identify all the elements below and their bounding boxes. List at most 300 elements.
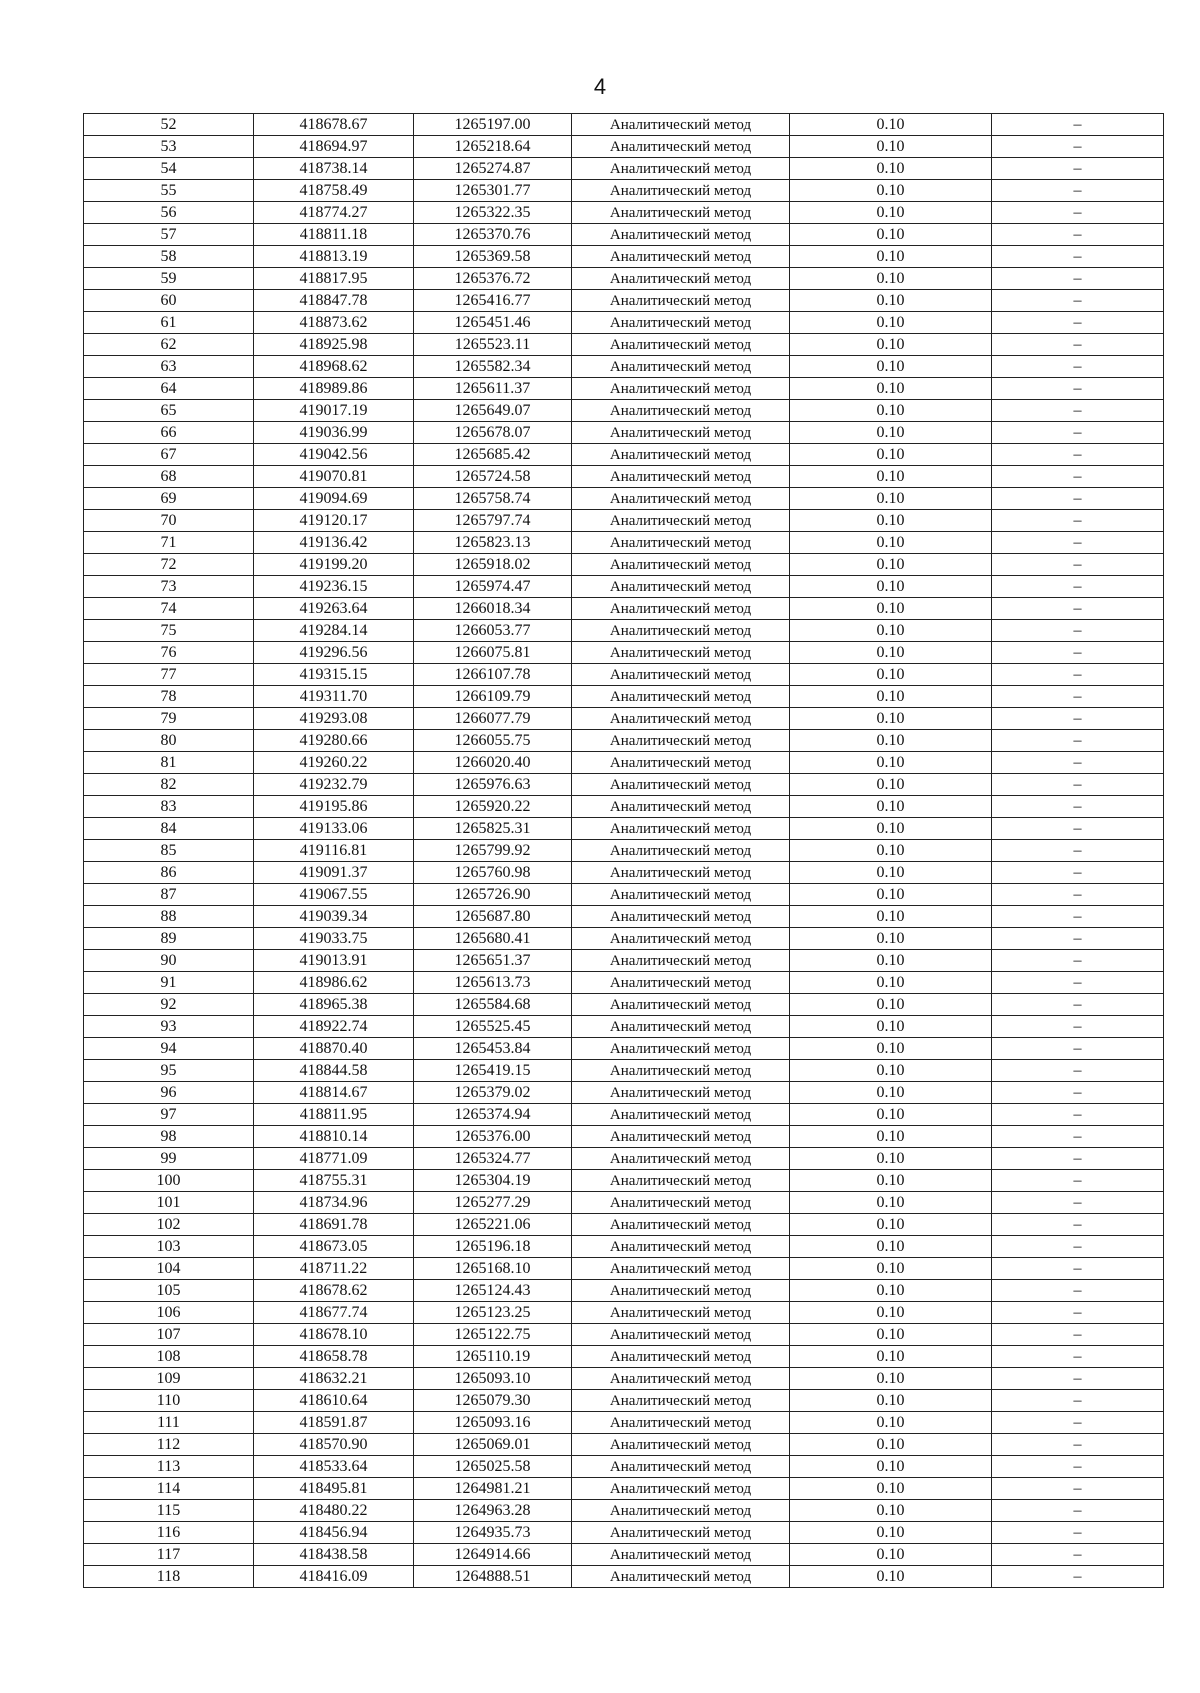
method-cell: Аналитический метод: [572, 576, 790, 598]
note-cell: –: [992, 752, 1164, 774]
method-cell: Аналитический метод: [572, 1148, 790, 1170]
note-cell: –: [992, 1236, 1164, 1258]
accuracy-cell: 0.10: [790, 1302, 992, 1324]
point-number-cell: 103: [84, 1236, 254, 1258]
method-cell: Аналитический метод: [572, 686, 790, 708]
table-row: [84, 1324, 1164, 1346]
note-cell: –: [992, 1544, 1164, 1566]
accuracy-cell: 0.10: [790, 1478, 992, 1500]
note-cell: –: [992, 1390, 1164, 1412]
point-number-cell: 98: [84, 1126, 254, 1148]
table-row: [84, 1566, 1164, 1588]
table-row: [84, 1280, 1164, 1302]
method-cell: Аналитический метод: [572, 312, 790, 334]
accuracy-cell: 0.10: [790, 1258, 992, 1280]
y-coordinate-cell: 1266018.34: [414, 598, 572, 620]
accuracy-cell: 0.10: [790, 1104, 992, 1126]
note-cell: –: [992, 466, 1164, 488]
accuracy-cell: 0.10: [790, 1192, 992, 1214]
table-row: [84, 884, 1164, 906]
method-cell: Аналитический метод: [572, 1060, 790, 1082]
note-cell: –: [992, 1214, 1164, 1236]
accuracy-cell: 0.10: [790, 642, 992, 664]
table-row: [84, 136, 1164, 158]
x-coordinate-cell: 418456.94: [254, 1522, 414, 1544]
note-cell: –: [992, 796, 1164, 818]
method-cell: Аналитический метод: [572, 664, 790, 686]
table-row: [84, 1456, 1164, 1478]
table-row: [84, 356, 1164, 378]
x-coordinate-cell: 418968.62: [254, 356, 414, 378]
method-cell: Аналитический метод: [572, 752, 790, 774]
y-coordinate-cell: 1266020.40: [414, 752, 572, 774]
accuracy-cell: 0.10: [790, 752, 992, 774]
table-row: [84, 1412, 1164, 1434]
x-coordinate-cell: 418774.27: [254, 202, 414, 224]
x-coordinate-cell: 418678.67: [254, 114, 414, 136]
point-number-cell: 75: [84, 620, 254, 642]
point-number-cell: 60: [84, 290, 254, 312]
method-cell: Аналитический метод: [572, 1500, 790, 1522]
table-row: [84, 1126, 1164, 1148]
method-cell: Аналитический метод: [572, 290, 790, 312]
accuracy-cell: 0.10: [790, 598, 992, 620]
method-cell: Аналитический метод: [572, 708, 790, 730]
x-coordinate-cell: 418694.97: [254, 136, 414, 158]
y-coordinate-cell: 1265419.15: [414, 1060, 572, 1082]
note-cell: –: [992, 862, 1164, 884]
accuracy-cell: 0.10: [790, 950, 992, 972]
note-cell: –: [992, 818, 1164, 840]
point-number-cell: 90: [84, 950, 254, 972]
x-coordinate-cell: 419236.15: [254, 576, 414, 598]
table-row: [84, 510, 1164, 532]
accuracy-cell: 0.10: [790, 1214, 992, 1236]
accuracy-cell: 0.10: [790, 444, 992, 466]
table-row: [84, 928, 1164, 950]
accuracy-cell: 0.10: [790, 1412, 992, 1434]
method-cell: Аналитический метод: [572, 466, 790, 488]
note-cell: –: [992, 1038, 1164, 1060]
table-row: [84, 1104, 1164, 1126]
point-number-cell: 63: [84, 356, 254, 378]
method-cell: Аналитический метод: [572, 1544, 790, 1566]
note-cell: –: [992, 774, 1164, 796]
y-coordinate-cell: 1265760.98: [414, 862, 572, 884]
table-row: [84, 1192, 1164, 1214]
method-cell: Аналитический метод: [572, 224, 790, 246]
accuracy-cell: 0.10: [790, 246, 992, 268]
note-cell: –: [992, 378, 1164, 400]
method-cell: Аналитический метод: [572, 1236, 790, 1258]
note-cell: –: [992, 400, 1164, 422]
table-row: [84, 444, 1164, 466]
note-cell: –: [992, 994, 1164, 1016]
y-coordinate-cell: 1265823.13: [414, 532, 572, 554]
table-row: [84, 730, 1164, 752]
accuracy-cell: 0.10: [790, 862, 992, 884]
table-row: [84, 1390, 1164, 1412]
accuracy-cell: 0.10: [790, 1126, 992, 1148]
accuracy-cell: 0.10: [790, 664, 992, 686]
point-number-cell: 104: [84, 1258, 254, 1280]
y-coordinate-cell: 1265218.64: [414, 136, 572, 158]
y-coordinate-cell: 1265651.37: [414, 950, 572, 972]
accuracy-cell: 0.10: [790, 1280, 992, 1302]
note-cell: –: [992, 1170, 1164, 1192]
note-cell: –: [992, 1324, 1164, 1346]
note-cell: –: [992, 906, 1164, 928]
x-coordinate-cell: 418755.31: [254, 1170, 414, 1192]
x-coordinate-cell: 418570.90: [254, 1434, 414, 1456]
note-cell: –: [992, 554, 1164, 576]
table-row: [84, 114, 1164, 136]
y-coordinate-cell: 1265453.84: [414, 1038, 572, 1060]
y-coordinate-cell: 1265416.77: [414, 290, 572, 312]
x-coordinate-cell: 418758.49: [254, 180, 414, 202]
table-row: [84, 400, 1164, 422]
accuracy-cell: 0.10: [790, 202, 992, 224]
y-coordinate-cell: 1265451.46: [414, 312, 572, 334]
y-coordinate-cell: 1265825.31: [414, 818, 572, 840]
note-cell: –: [992, 708, 1164, 730]
x-coordinate-cell: 418591.87: [254, 1412, 414, 1434]
accuracy-cell: 0.10: [790, 356, 992, 378]
method-cell: Аналитический метод: [572, 158, 790, 180]
table-row: [84, 1478, 1164, 1500]
accuracy-cell: 0.10: [790, 1500, 992, 1522]
note-cell: –: [992, 664, 1164, 686]
y-coordinate-cell: 1265025.58: [414, 1456, 572, 1478]
y-coordinate-cell: 1265724.58: [414, 466, 572, 488]
note-cell: –: [992, 1104, 1164, 1126]
x-coordinate-cell: 419195.86: [254, 796, 414, 818]
page-number: 4: [593, 74, 607, 99]
method-cell: Аналитический метод: [572, 1104, 790, 1126]
note-cell: –: [992, 928, 1164, 950]
point-number-cell: 52: [84, 114, 254, 136]
accuracy-cell: 0.10: [790, 840, 992, 862]
x-coordinate-cell: 419094.69: [254, 488, 414, 510]
x-coordinate-cell: 418610.64: [254, 1390, 414, 1412]
point-number-cell: 109: [84, 1368, 254, 1390]
method-cell: Аналитический метод: [572, 906, 790, 928]
y-coordinate-cell: 1265122.75: [414, 1324, 572, 1346]
x-coordinate-cell: 418817.95: [254, 268, 414, 290]
table-row: [84, 1016, 1164, 1038]
method-cell: Аналитический метод: [572, 862, 790, 884]
method-cell: Аналитический метод: [572, 1324, 790, 1346]
point-number-cell: 61: [84, 312, 254, 334]
accuracy-cell: 0.10: [790, 818, 992, 840]
point-number-cell: 94: [84, 1038, 254, 1060]
point-number-cell: 92: [84, 994, 254, 1016]
table-row: [84, 246, 1164, 268]
accuracy-cell: 0.10: [790, 224, 992, 246]
y-coordinate-cell: 1265685.42: [414, 444, 572, 466]
method-cell: Аналитический метод: [572, 1016, 790, 1038]
point-number-cell: 85: [84, 840, 254, 862]
method-cell: Аналитический метод: [572, 334, 790, 356]
y-coordinate-cell: 1264888.51: [414, 1566, 572, 1588]
method-cell: Аналитический метод: [572, 1192, 790, 1214]
x-coordinate-cell: 419311.70: [254, 686, 414, 708]
point-number-cell: 56: [84, 202, 254, 224]
point-number-cell: 89: [84, 928, 254, 950]
method-cell: Аналитический метод: [572, 774, 790, 796]
table-row: [84, 532, 1164, 554]
coordinates-table: [83, 113, 1164, 1588]
x-coordinate-cell: 418922.74: [254, 1016, 414, 1038]
x-coordinate-cell: 419293.08: [254, 708, 414, 730]
table-row: [84, 1302, 1164, 1324]
x-coordinate-cell: 419070.81: [254, 466, 414, 488]
accuracy-cell: 0.10: [790, 730, 992, 752]
note-cell: –: [992, 1280, 1164, 1302]
table-row: [84, 554, 1164, 576]
point-number-cell: 57: [84, 224, 254, 246]
method-cell: Аналитический метод: [572, 488, 790, 510]
method-cell: Аналитический метод: [572, 1280, 790, 1302]
x-coordinate-cell: 418691.78: [254, 1214, 414, 1236]
method-cell: Аналитический метод: [572, 818, 790, 840]
table-row: [84, 576, 1164, 598]
accuracy-cell: 0.10: [790, 510, 992, 532]
method-cell: Аналитический метод: [572, 1412, 790, 1434]
method-cell: Аналитический метод: [572, 202, 790, 224]
point-number-cell: 107: [84, 1324, 254, 1346]
table-row: [84, 664, 1164, 686]
x-coordinate-cell: 418738.14: [254, 158, 414, 180]
x-coordinate-cell: 418480.22: [254, 1500, 414, 1522]
x-coordinate-cell: 418771.09: [254, 1148, 414, 1170]
point-number-cell: 86: [84, 862, 254, 884]
note-cell: –: [992, 246, 1164, 268]
y-coordinate-cell: 1265079.30: [414, 1390, 572, 1412]
note-cell: –: [992, 1456, 1164, 1478]
note-cell: –: [992, 158, 1164, 180]
method-cell: Аналитический метод: [572, 268, 790, 290]
x-coordinate-cell: 418813.19: [254, 246, 414, 268]
x-coordinate-cell: 418658.78: [254, 1346, 414, 1368]
y-coordinate-cell: 1265369.58: [414, 246, 572, 268]
table-row: [84, 180, 1164, 202]
x-coordinate-cell: 418711.22: [254, 1258, 414, 1280]
table-row: [84, 1500, 1164, 1522]
point-number-cell: 64: [84, 378, 254, 400]
accuracy-cell: 0.10: [790, 1082, 992, 1104]
y-coordinate-cell: 1265758.74: [414, 488, 572, 510]
point-number-cell: 115: [84, 1500, 254, 1522]
table-row: [84, 1544, 1164, 1566]
accuracy-cell: 0.10: [790, 1566, 992, 1588]
method-cell: Аналитический метод: [572, 246, 790, 268]
y-coordinate-cell: 1265324.77: [414, 1148, 572, 1170]
point-number-cell: 88: [84, 906, 254, 928]
x-coordinate-cell: 419039.34: [254, 906, 414, 928]
accuracy-cell: 0.10: [790, 180, 992, 202]
x-coordinate-cell: 418925.98: [254, 334, 414, 356]
accuracy-cell: 0.10: [790, 620, 992, 642]
note-cell: –: [992, 1258, 1164, 1280]
y-coordinate-cell: 1265376.00: [414, 1126, 572, 1148]
x-coordinate-cell: 419136.42: [254, 532, 414, 554]
x-coordinate-cell: 419042.56: [254, 444, 414, 466]
table-row: [84, 1346, 1164, 1368]
table-row: [84, 994, 1164, 1016]
table-row: [84, 1038, 1164, 1060]
x-coordinate-cell: 418673.05: [254, 1236, 414, 1258]
point-number-cell: 62: [84, 334, 254, 356]
point-number-cell: 106: [84, 1302, 254, 1324]
x-coordinate-cell: 418810.14: [254, 1126, 414, 1148]
point-number-cell: 54: [84, 158, 254, 180]
note-cell: –: [992, 1148, 1164, 1170]
table-row: [84, 312, 1164, 334]
accuracy-cell: 0.10: [790, 290, 992, 312]
point-number-cell: 84: [84, 818, 254, 840]
method-cell: Аналитический метод: [572, 1038, 790, 1060]
x-coordinate-cell: 419036.99: [254, 422, 414, 444]
method-cell: Аналитический метод: [572, 1346, 790, 1368]
note-cell: –: [992, 1522, 1164, 1544]
accuracy-cell: 0.10: [790, 972, 992, 994]
note-cell: –: [992, 730, 1164, 752]
point-number-cell: 59: [84, 268, 254, 290]
point-number-cell: 118: [84, 1566, 254, 1588]
x-coordinate-cell: 419284.14: [254, 620, 414, 642]
y-coordinate-cell: 1265124.43: [414, 1280, 572, 1302]
method-cell: Аналитический метод: [572, 1368, 790, 1390]
y-coordinate-cell: 1266107.78: [414, 664, 572, 686]
note-cell: –: [992, 356, 1164, 378]
table-row: [84, 466, 1164, 488]
y-coordinate-cell: 1265093.10: [414, 1368, 572, 1390]
note-cell: –: [992, 202, 1164, 224]
y-coordinate-cell: 1265322.35: [414, 202, 572, 224]
table-row: [84, 1434, 1164, 1456]
accuracy-cell: 0.10: [790, 1456, 992, 1478]
table-row: [84, 1258, 1164, 1280]
x-coordinate-cell: 418873.62: [254, 312, 414, 334]
note-cell: –: [992, 510, 1164, 532]
method-cell: Аналитический метод: [572, 1214, 790, 1236]
y-coordinate-cell: 1265069.01: [414, 1434, 572, 1456]
x-coordinate-cell: 419013.91: [254, 950, 414, 972]
x-coordinate-cell: 419116.81: [254, 840, 414, 862]
accuracy-cell: 0.10: [790, 136, 992, 158]
x-coordinate-cell: 418438.58: [254, 1544, 414, 1566]
accuracy-cell: 0.10: [790, 114, 992, 136]
method-cell: Аналитический метод: [572, 1434, 790, 1456]
note-cell: –: [992, 444, 1164, 466]
note-cell: –: [992, 576, 1164, 598]
x-coordinate-cell: 419296.56: [254, 642, 414, 664]
point-number-cell: 65: [84, 400, 254, 422]
note-cell: –: [992, 1302, 1164, 1324]
y-coordinate-cell: 1265304.19: [414, 1170, 572, 1192]
note-cell: –: [992, 840, 1164, 862]
y-coordinate-cell: 1266077.79: [414, 708, 572, 730]
method-cell: Аналитический метод: [572, 972, 790, 994]
note-cell: –: [992, 532, 1164, 554]
x-coordinate-cell: 418678.62: [254, 1280, 414, 1302]
table-row: [84, 422, 1164, 444]
table-row: [84, 334, 1164, 356]
accuracy-cell: 0.10: [790, 1148, 992, 1170]
point-number-cell: 91: [84, 972, 254, 994]
y-coordinate-cell: 1265799.92: [414, 840, 572, 862]
point-number-cell: 99: [84, 1148, 254, 1170]
accuracy-cell: 0.10: [790, 312, 992, 334]
method-cell: Аналитический метод: [572, 114, 790, 136]
method-cell: Аналитический метод: [572, 356, 790, 378]
y-coordinate-cell: 1265726.90: [414, 884, 572, 906]
table-row: [84, 774, 1164, 796]
point-number-cell: 73: [84, 576, 254, 598]
method-cell: Аналитический метод: [572, 1126, 790, 1148]
table-row: [84, 906, 1164, 928]
table-row: [84, 686, 1164, 708]
point-number-cell: 77: [84, 664, 254, 686]
point-number-cell: 102: [84, 1214, 254, 1236]
x-coordinate-cell: 418533.64: [254, 1456, 414, 1478]
accuracy-cell: 0.10: [790, 1236, 992, 1258]
point-number-cell: 66: [84, 422, 254, 444]
y-coordinate-cell: 1265678.07: [414, 422, 572, 444]
table-row: [84, 290, 1164, 312]
point-number-cell: 113: [84, 1456, 254, 1478]
note-cell: –: [992, 180, 1164, 202]
point-number-cell: 69: [84, 488, 254, 510]
x-coordinate-cell: 418965.38: [254, 994, 414, 1016]
point-number-cell: 112: [84, 1434, 254, 1456]
x-coordinate-cell: 418677.74: [254, 1302, 414, 1324]
y-coordinate-cell: 1265168.10: [414, 1258, 572, 1280]
table-row: [84, 1214, 1164, 1236]
table-row: [84, 752, 1164, 774]
method-cell: Аналитический метод: [572, 1456, 790, 1478]
y-coordinate-cell: 1265523.11: [414, 334, 572, 356]
y-coordinate-cell: 1265197.00: [414, 114, 572, 136]
x-coordinate-cell: 418632.21: [254, 1368, 414, 1390]
accuracy-cell: 0.10: [790, 774, 992, 796]
point-number-cell: 79: [84, 708, 254, 730]
note-cell: –: [992, 114, 1164, 136]
point-number-cell: 83: [84, 796, 254, 818]
method-cell: Аналитический метод: [572, 1170, 790, 1192]
point-number-cell: 58: [84, 246, 254, 268]
accuracy-cell: 0.10: [790, 334, 992, 356]
method-cell: Аналитический метод: [572, 1082, 790, 1104]
y-coordinate-cell: 1266055.75: [414, 730, 572, 752]
x-coordinate-cell: 419199.20: [254, 554, 414, 576]
accuracy-cell: 0.10: [790, 1368, 992, 1390]
accuracy-cell: 0.10: [790, 532, 992, 554]
method-cell: Аналитический метод: [572, 796, 790, 818]
table-row: [84, 268, 1164, 290]
y-coordinate-cell: 1265221.06: [414, 1214, 572, 1236]
accuracy-cell: 0.10: [790, 268, 992, 290]
y-coordinate-cell: 1265093.16: [414, 1412, 572, 1434]
method-cell: Аналитический метод: [572, 444, 790, 466]
accuracy-cell: 0.10: [790, 1544, 992, 1566]
note-cell: –: [992, 290, 1164, 312]
note-cell: –: [992, 1082, 1164, 1104]
table-row: [84, 818, 1164, 840]
note-cell: –: [992, 1368, 1164, 1390]
x-coordinate-cell: 419133.06: [254, 818, 414, 840]
